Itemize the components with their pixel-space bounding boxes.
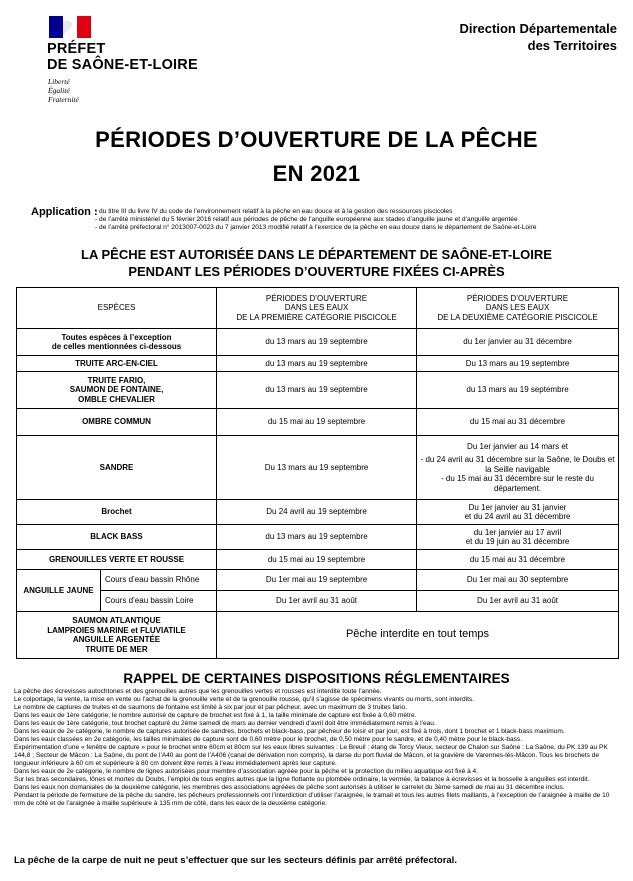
table-row bbox=[17, 570, 619, 591]
cat1-period: du 13 mars au 19 septembre bbox=[217, 356, 417, 372]
cat2-period: du 15 mai au 31 décembre bbox=[417, 550, 619, 570]
cat1-period: Du 1er mai au 19 septembre bbox=[217, 570, 417, 591]
species-line: de celles mentionnées ci-dessous bbox=[51, 342, 182, 351]
regulation-paragraph: Dans les eaux de 2e catégorie, le nombre de captures autorisée de sandres, brochets et black-bass, par pêcheur de loisir et par jour, est fixé à trois, dont 1 brochet et 1 black-bass maximum. bbox=[14, 728, 565, 735]
cat2-period: Du 13 mars au 19 septembre bbox=[417, 356, 619, 372]
application-item: - de l’arrêté préfectoral n° 2013007-0023 du 7 janvier 2013 modifié relatif à l’exercice de la pêche en eau douce dans le département de Saône-et-Loire bbox=[95, 224, 537, 231]
table-row bbox=[17, 436, 619, 500]
fishing-forbidden-note: Pêche interdite en tout temps bbox=[217, 612, 619, 659]
regulation-paragraph: Dans les eaux non domaniales de la deuxième catégorie, les membres des associations agréées de pêche sont autorisés à utiliser le carrelet du 3ème samedi de mai au 31 décembre inclus. bbox=[14, 784, 565, 791]
application-item: - de l’arrêté ministériel du 5 février 2016 relatif aux périodes de pêche de l’anguille européenne aux stades d’anguille jaune et d’anguille argentée bbox=[95, 216, 518, 223]
header-cat1-line: DE LA PREMIÈRE CATÉGORIE PISCICOLE bbox=[236, 312, 397, 322]
species-cell: ANGUILLE JAUNE bbox=[17, 570, 101, 612]
regulation-paragraph: Sur les bras secondaires, lônes et mortes du Doubs, l’emploi de tous engins autres que la ligne flottante ou plombée ordinaire, la vermée, la balance à écrevisses et la bosselle à anguilles est interdit. bbox=[14, 776, 590, 783]
department-name bbox=[387, 20, 617, 54]
regulation-paragraph: Dans les eaux de 1ère catégorie, tout brochet capturé du 2ème samedi de mars au dernier vendredi d’avril doit être immédiatement remis à l’eau. bbox=[14, 720, 436, 727]
species-cell bbox=[17, 329, 217, 356]
cat1-period: du 13 mars au 19 septembre bbox=[217, 372, 417, 409]
motto-liberte: Liberté bbox=[48, 77, 70, 86]
species-line: OMBLE CHEVALIER bbox=[78, 394, 155, 404]
page-title-line1: PÉRIODES D’OUVERTURE DE LA PÊCHE bbox=[95, 127, 538, 152]
cat2-period-line: et du 19 juin au 31 décembre bbox=[465, 537, 570, 546]
cat2-period-line: Du 1er janvier au 14 mars et bbox=[467, 441, 568, 451]
cat2-period bbox=[417, 436, 619, 500]
application-item: - du titre III du livre IV du code de l’environnement relatif à la pêche en eau douce et à la gestion des ressources piscicoles bbox=[95, 208, 453, 215]
cat1-period: Du 1er avril au 31 août bbox=[217, 591, 417, 612]
cat1-period: Du 24 avril au 19 septembre bbox=[217, 500, 417, 525]
regulation-paragraph: Dans les eaux de 2e catégorie, le nombre de lignes autorisées pour membre d’association agréée pour la pêche et la protection du milieu aquatique est fixé à 4. bbox=[14, 768, 479, 775]
cat2-period-line: - du 24 avril au 31 décembre sur la Saône, le Doubs et la Seille navigable bbox=[420, 455, 615, 474]
basin-rhone-label: Cours d’eau bassin Rhône bbox=[101, 570, 217, 591]
cat2-period bbox=[417, 500, 619, 525]
table-row bbox=[17, 525, 619, 550]
species-line: ANGUILLE ARGENTÉE bbox=[72, 635, 161, 644]
department-line1: Direction Départementale bbox=[459, 21, 617, 36]
cat2-period: du 15 mai au 31 décembre bbox=[417, 409, 619, 436]
flag-blue-band bbox=[49, 16, 63, 38]
species-cell: SANDRE bbox=[17, 436, 217, 500]
cat2-period: Du 1er mai au 30 septembre bbox=[417, 570, 619, 591]
regulations-text bbox=[14, 688, 620, 808]
species-cell: TRUITE ARC-EN-CIEL bbox=[17, 356, 217, 372]
header-cat1-line: DANS LES EAUX bbox=[284, 303, 349, 313]
table-row bbox=[17, 500, 619, 525]
motto-fraternite: Fraternité bbox=[48, 95, 79, 104]
cat2-period-line: du 1er janvier au 17 avril bbox=[473, 527, 562, 537]
cat2-period-line: et du 24 avril au 31 décembre bbox=[464, 512, 571, 521]
carp-night-fishing-note: La pêche de la carpe de nuit ne peut s’effectuer que sur les secteurs définis par arrêté préfectoral. bbox=[14, 855, 457, 866]
regulation-paragraph: Dans les eaux classées en 2e catégorie, les tailles minimales de capture sont de 0,60 mètre pour le brochet, de 0,50 mètre pour le sandre, et de 0,40 mètre pour le black-bass. bbox=[14, 736, 523, 743]
table-row bbox=[17, 356, 619, 372]
cat2-period bbox=[417, 525, 619, 550]
prefect-title-line2: DE SAÔNE-ET-LOIRE bbox=[47, 57, 198, 73]
species-cell: GRENOUILLES VERTE ET ROUSSE bbox=[17, 550, 217, 570]
species-line: TRUITE FARIO, bbox=[87, 375, 146, 385]
authorization-banner-line1: LA PÊCHE EST AUTORISÉE DANS LE DÉPARTEMENT DE SAÔNE-ET-LOIRE bbox=[81, 247, 552, 262]
species-cell: Brochet bbox=[17, 500, 217, 525]
regulation-paragraph: Le colportage, la vente, la mise en vente ou l’achat de la grenouille verte et de la grenouille rousse, qu’il s’agisse de spécimens vivants ou morts, sont interdits. bbox=[14, 696, 474, 703]
application-label: Application : bbox=[31, 206, 98, 218]
regulation-paragraph: Dans les eaux de 1ère catégorie, le nombre autorisé de capture de brochet est fixé à 1, la taille minimale de capture est fixée à 0,60 mètre. bbox=[14, 712, 417, 719]
species-line: SAUMON ATLANTIQUE bbox=[72, 616, 161, 625]
motto-egalite: Égalité bbox=[48, 86, 70, 95]
cat2-period: du 13 mars au 19 septembre bbox=[417, 372, 619, 409]
marianne-logo-icon bbox=[49, 16, 91, 38]
cat1-period: du 13 mars au 19 septembre bbox=[217, 525, 417, 550]
header-cat2-line: PÉRIODES D’OUVERTURE bbox=[466, 293, 569, 303]
species-cell bbox=[17, 612, 217, 659]
header-cat2-line: DE LA DEUXIÈME CATÉGORIE PISCICOLE bbox=[437, 312, 598, 322]
header-second-category bbox=[417, 288, 619, 329]
species-cell: BLACK BASS bbox=[17, 525, 217, 550]
regulation-paragraph: Expérimentation d’une « fenêtre de capture » pour le brochet entre 60cm et 80cm sur les eaux libres suivantes : Le Breuil : étang de Torcy Vieux, secteur de Chalon sur Saône : La Saône, du PK 139 au PK 144,8 ; Secteur de Mâcon : La Saône, du pont de l’A40 au pont de l’A406 (canal de dérivation non compris), la darse du port fluvial de Mâcon, et la gravière de Varennes-lès-Mâcon. Tous les brochets de longueur inférieure à 60 cm et supérieure à 80 cm doivent être remis à l’eau immédiatement après leur capture. bbox=[14, 744, 608, 767]
cat2-period-line: Du 1er janvier au 31 janvier bbox=[468, 502, 567, 512]
table-row bbox=[17, 612, 619, 659]
basin-loire-label: Cours d’eau bassin Loire bbox=[101, 591, 217, 612]
department-line2: des Territoires bbox=[527, 38, 617, 53]
cat1-period: du 13 mars au 19 septembre bbox=[217, 329, 417, 356]
cat1-period: du 15 mai au 19 septembre bbox=[217, 409, 417, 436]
cat2-period-line: - du 15 mai au 31 décembre sur le reste du département. bbox=[441, 474, 594, 493]
species-cell bbox=[17, 372, 217, 409]
header-cat2-line: DANS LES EAUX bbox=[485, 303, 550, 313]
table-row bbox=[17, 372, 619, 409]
table-row bbox=[17, 591, 619, 612]
header-species: ESPÈCES bbox=[17, 288, 217, 329]
prefect-title-line1: PRÉFET bbox=[47, 41, 106, 57]
flag-red-band bbox=[77, 16, 91, 38]
table-row bbox=[17, 409, 619, 436]
page-title-line2: EN 2021 bbox=[272, 161, 361, 186]
species-line: Toutes espèces à l’exception bbox=[61, 332, 172, 342]
header-first-category bbox=[217, 288, 417, 329]
table-row bbox=[17, 550, 619, 570]
cat2-period: du 1er janvier au 31 décembre bbox=[417, 329, 619, 356]
opening-periods-table bbox=[16, 287, 619, 659]
cat1-period: du 15 mai au 19 septembre bbox=[217, 550, 417, 570]
header-cat1-line: PÉRIODES D’OUVERTURE bbox=[265, 293, 368, 303]
regulations-title: RAPPEL DE CERTAINES DISPOSITIONS RÉGLEMENTAIRES bbox=[123, 671, 510, 686]
table-header-row bbox=[17, 288, 619, 329]
species-cell: OMBRE COMMUN bbox=[17, 409, 217, 436]
authorization-banner-line2: PENDANT LES PÉRIODES D’OUVERTURE FIXÉES CI-APRÈS bbox=[128, 264, 505, 279]
cat1-period: Du 13 mars au 19 septembre bbox=[217, 436, 417, 500]
species-line: TRUITE DE MER bbox=[85, 644, 148, 654]
table-row bbox=[17, 329, 619, 356]
species-line: LAMPROIES MARINE et FLUVIATILE bbox=[47, 625, 186, 635]
regulation-paragraph: La pêche des écrevisses autochtones et des grenouilles autres que les grenouilles vertes et rousses est interdite toute l’année. bbox=[14, 688, 382, 695]
cat2-period: Du 1er avril au 31 août bbox=[417, 591, 619, 612]
species-line: SAUMON DE FONTAINE, bbox=[69, 385, 164, 395]
regulation-paragraph: Le nombre de captures de truites et de saumons de fontaine est limité à six par jour et par pêcheur, avec un maximum de 3 truites fario. bbox=[14, 704, 408, 711]
regulation-paragraph: Pendant la période de fermeture de la pêche du sandre, les pêcheurs professionnels ont l’interdiction d’utiliser l’araignée, le tramail et tous les autres filets maillants, à l’exception de l’araignée à maille de 10 mm de côté et de l’araignée à maille supérieure à 135 mm de côté, dans les eaux de la deuxième catégorie. bbox=[14, 792, 610, 807]
